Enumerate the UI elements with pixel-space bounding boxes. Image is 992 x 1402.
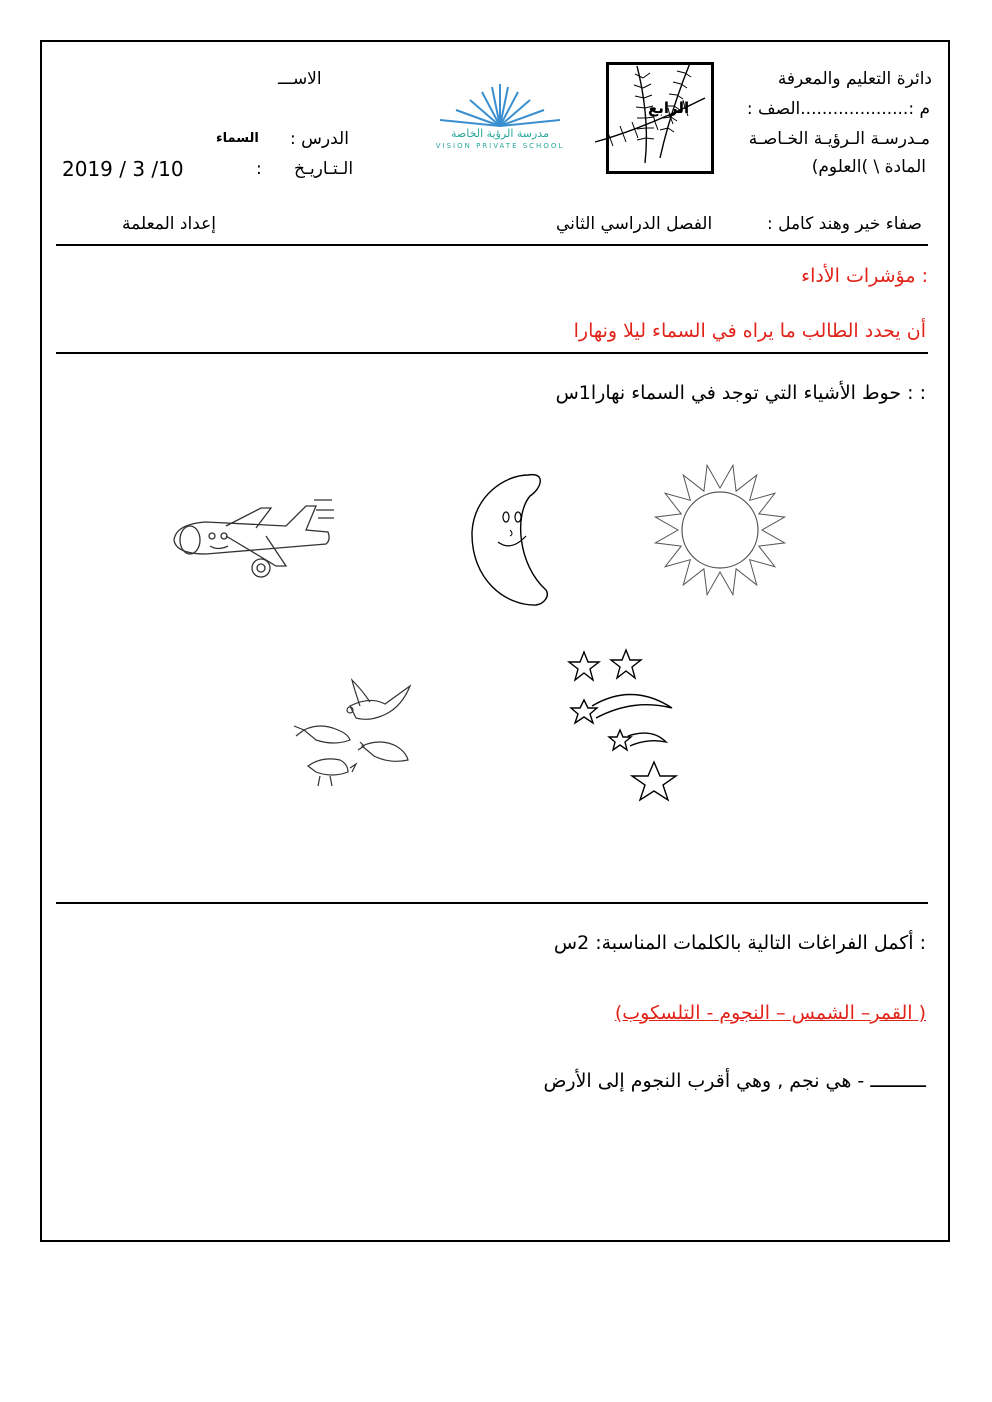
date-value: 2019 / 3 /10 — [62, 157, 184, 181]
semester: الفصل الدراسي الثاني — [556, 214, 713, 234]
grade-overlay-text: الرابع — [648, 99, 690, 117]
stars-drawing[interactable] — [562, 642, 702, 822]
lesson-value: السماء — [216, 131, 259, 146]
date-label: الـتـاريـخ — [294, 159, 354, 179]
prepared-by-label: إعداد المعلمة — [122, 214, 216, 234]
sun-rays — [655, 465, 784, 594]
moon-drawing[interactable] — [466, 470, 566, 610]
student-name-label: الاســـ — [278, 69, 322, 89]
divider-question1 — [56, 902, 928, 904]
divider-header — [56, 244, 928, 246]
subject-line: المادة \ )العلوم) — [811, 157, 926, 177]
sun-circle — [682, 492, 758, 568]
logo-arabic-text: مدرسة الرؤية الخاصة — [451, 127, 549, 140]
school-name: مـدرسـة الـرؤيـة الخـاصـة — [748, 129, 930, 149]
sun-drawing[interactable] — [650, 460, 790, 600]
department-name: دائرة التعليم والمعرفة — [777, 69, 932, 89]
question1-text: : : حوط الأشياء التي توجد في السماء نهارا1س — [555, 382, 926, 404]
birds-drawing[interactable] — [290, 676, 430, 796]
indicators-title: : مؤشرات الأداء — [801, 265, 928, 287]
question2-text: : أكمل الفراغات التالية بالكلمات المناسبة: 2س — [553, 932, 926, 954]
divider-indicators — [56, 352, 928, 354]
indicators-text: أن يحدد الطالب ما يراه في السماء ليلا ونهارا — [573, 320, 926, 342]
teacher-names: صفاء خير وهند كامل : — [766, 214, 922, 234]
grade-line: م :....................الصف : — [746, 99, 930, 119]
logo-english-text: VISION PRIVATE SCHOOL — [435, 142, 565, 150]
fill-blank-sentence[interactable]: ــــــــــ - هي نجم , وهي أقرب النجوم إلى الأرض — [543, 1070, 926, 1092]
date-colon: : — [256, 159, 262, 179]
word-bank: ( القمر– الشمس – النجوم - التلسكوب) — [614, 1002, 926, 1024]
sunburst-icon — [440, 84, 560, 126]
lesson-label: الدرس : — [290, 129, 349, 149]
plant-drawing — [585, 58, 715, 176]
airplane-drawing[interactable] — [166, 496, 336, 586]
school-logo — [410, 82, 590, 152]
